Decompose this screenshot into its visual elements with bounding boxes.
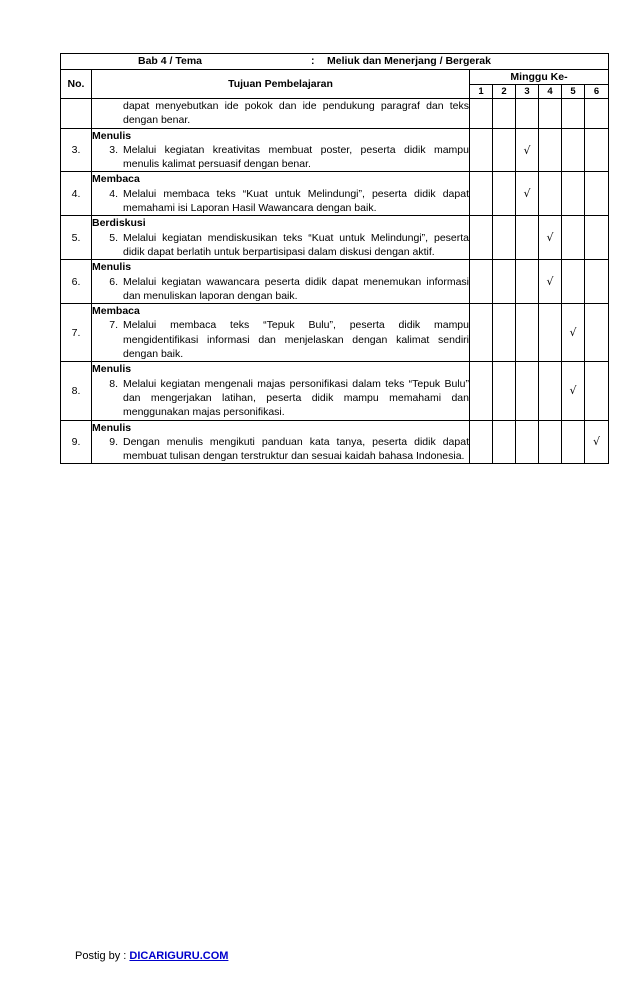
footer-credit: [75, 950, 228, 962]
check-mark: √: [523, 143, 531, 157]
objective-cell: [92, 420, 470, 464]
week-5-cell: [562, 216, 585, 260]
check-mark: √: [523, 187, 531, 201]
week-header-6: 6: [585, 85, 609, 99]
table-row: [61, 304, 609, 362]
week-3-cell: [516, 304, 539, 362]
header-colon: :: [311, 55, 315, 67]
table-row: [61, 128, 609, 172]
objective-number: 5.: [109, 231, 118, 244]
objective-number: 7.: [109, 319, 118, 332]
week-6-cell: [585, 304, 609, 362]
week-3-cell: [516, 172, 539, 216]
week-3-cell: [516, 420, 539, 464]
week-5-cell: [562, 172, 585, 216]
week-4-cell: [539, 420, 562, 464]
row-number: 9.: [61, 420, 92, 464]
column-header-no: No.: [61, 70, 92, 99]
week-5-cell: [562, 420, 585, 464]
row-number: 8.: [61, 362, 92, 420]
week-4-cell: [539, 304, 562, 362]
week-1-cell: [470, 128, 493, 172]
objective-number: 4.: [109, 187, 118, 200]
week-1-cell: [470, 172, 493, 216]
week-4-cell: [539, 260, 562, 304]
check-mark: √: [569, 384, 577, 398]
week-header-2: 2: [493, 85, 516, 99]
row-number: 4.: [61, 172, 92, 216]
week-1-cell: [470, 216, 493, 260]
check-mark: √: [546, 275, 554, 289]
chapter-label: Bab 4 / Tema: [138, 55, 202, 67]
skill-category: Membaca: [92, 305, 140, 318]
week-5-cell: [562, 260, 585, 304]
objective-item: [92, 377, 469, 420]
objective-cell: [92, 128, 470, 172]
week-header-5: 5: [562, 85, 585, 99]
week-header-1: 1: [470, 85, 493, 99]
objective-text: Melalui membaca teks “Tepuk Bulu”, peserta didik mampu mengidentifikasi informasi dan menjelaskan dengan kalimat sendiri dengan baik.: [123, 319, 469, 361]
objective-item: [92, 187, 469, 216]
objective-number: 8.: [109, 377, 118, 390]
check-mark: √: [569, 326, 577, 340]
skill-category: Menulis: [92, 261, 132, 274]
week-6-cell: [585, 128, 609, 172]
skill-category: Menulis: [92, 421, 132, 434]
objective-item: [92, 275, 469, 304]
table-row: [61, 420, 609, 464]
skill-category: Berdiskusi: [92, 217, 146, 230]
week-2-cell: [493, 172, 516, 216]
column-header-minggu: Minggu Ke-: [470, 70, 609, 85]
skill-category: Menulis: [92, 363, 132, 376]
row-number: 5.: [61, 216, 92, 260]
week-4-cell: [539, 216, 562, 260]
continuation-text: dapat menyebutkan ide pokok dan ide pendukung paragraf dan teks dengan benar.: [123, 100, 469, 127]
objective-text: Melalui kegiatan mengenali majas personifikasi dalam teks “Tepuk Bulu” dan mengerjakan latihan, peserta didik mampu memahami dan menggunakan majas personifikasi.: [123, 377, 469, 419]
learning-objectives-table: [60, 53, 609, 464]
week-4-cell: [539, 128, 562, 172]
week-5-cell: [562, 362, 585, 420]
week-4-cell: [539, 172, 562, 216]
row-number: 6.: [61, 260, 92, 304]
objective-cell: [92, 216, 470, 260]
objective-text: Melalui kegiatan mendiskusikan teks “Kuat untuk Melindungi”, peserta didik dapat berlatih untuk berpartisipasi dalam diskusi dengan aktif.: [123, 231, 469, 258]
week-2-cell: [493, 362, 516, 420]
table-row: [61, 260, 609, 304]
week-2-cell: [493, 260, 516, 304]
week-6-cell: [585, 172, 609, 216]
table-row: [61, 172, 609, 216]
week-4-cell: [539, 362, 562, 420]
check-mark: √: [546, 231, 554, 245]
skill-category: Menulis: [92, 129, 132, 142]
week-6-cell: [585, 216, 609, 260]
no-cell: [61, 99, 92, 129]
column-header-tujuan: Tujuan Pembelajaran: [92, 70, 470, 99]
row-number: 7.: [61, 304, 92, 362]
objective-item: [92, 318, 469, 361]
objective-cell: [92, 172, 470, 216]
objective-item: [92, 435, 469, 464]
chapter-theme-header: [61, 54, 609, 70]
objective-number: 6.: [109, 275, 118, 288]
check-mark: √: [592, 435, 600, 449]
table-row: [61, 362, 609, 420]
objective-text: Dengan menulis mengikuti panduan kata tanya, peserta didik dapat membuat tulisan dengan terstruktur dan sesuai kaidah bahasa Indonesia.: [123, 435, 469, 463]
objective-text: Melalui kegiatan wawancara peserta didik dapat menemukan informasi dan menuliskan laporan dengan baik.: [123, 275, 469, 302]
footer-prefix: Postig by :: [75, 950, 130, 962]
row-number: 3.: [61, 128, 92, 172]
table-row: [61, 216, 609, 260]
week-5-cell: [562, 304, 585, 362]
objective-number: 3.: [109, 143, 118, 156]
objective-cell: [92, 260, 470, 304]
objective-item: [92, 231, 469, 260]
week-5-cell: [562, 128, 585, 172]
week-3-cell: [516, 362, 539, 420]
week-header-4: 4: [539, 85, 562, 99]
week-2-cell: [493, 216, 516, 260]
week-2-cell: [493, 304, 516, 362]
week-header-3: 3: [516, 85, 539, 99]
week-1-cell: [470, 362, 493, 420]
objective-text: Melalui membaca teks “Kuat untuk Melindungi”, peserta didik dapat memahami isi Laporan Hasil Wawancara dengan baik.: [123, 187, 469, 215]
week-6-cell: [585, 362, 609, 420]
objective-item: [92, 143, 469, 172]
objective-cell: [92, 304, 470, 362]
skill-category: Membaca: [92, 173, 140, 186]
week-3-cell: [516, 260, 539, 304]
week-3-cell: [516, 216, 539, 260]
week-6-cell: [585, 420, 609, 464]
footer-link[interactable]: DICARIGURU.COM: [129, 950, 229, 962]
objective-number: 9.: [109, 435, 118, 448]
objective-cell: [92, 99, 470, 129]
week-6-cell: [585, 260, 609, 304]
week-2-cell: [493, 420, 516, 464]
objective-text: Melalui kegiatan kreativitas membuat poster, peserta didik mampu menulis kalimat persuasif dengan benar.: [123, 143, 469, 171]
theme-label: Meliuk dan Menerjang / Bergerak: [327, 55, 491, 67]
week-1-cell: [470, 260, 493, 304]
week-2-cell: [493, 128, 516, 172]
week-1-cell: [470, 304, 493, 362]
week-1-cell: [470, 420, 493, 464]
continuation-row: [61, 99, 609, 129]
week-3-cell: [516, 128, 539, 172]
objective-cell: [92, 362, 470, 420]
